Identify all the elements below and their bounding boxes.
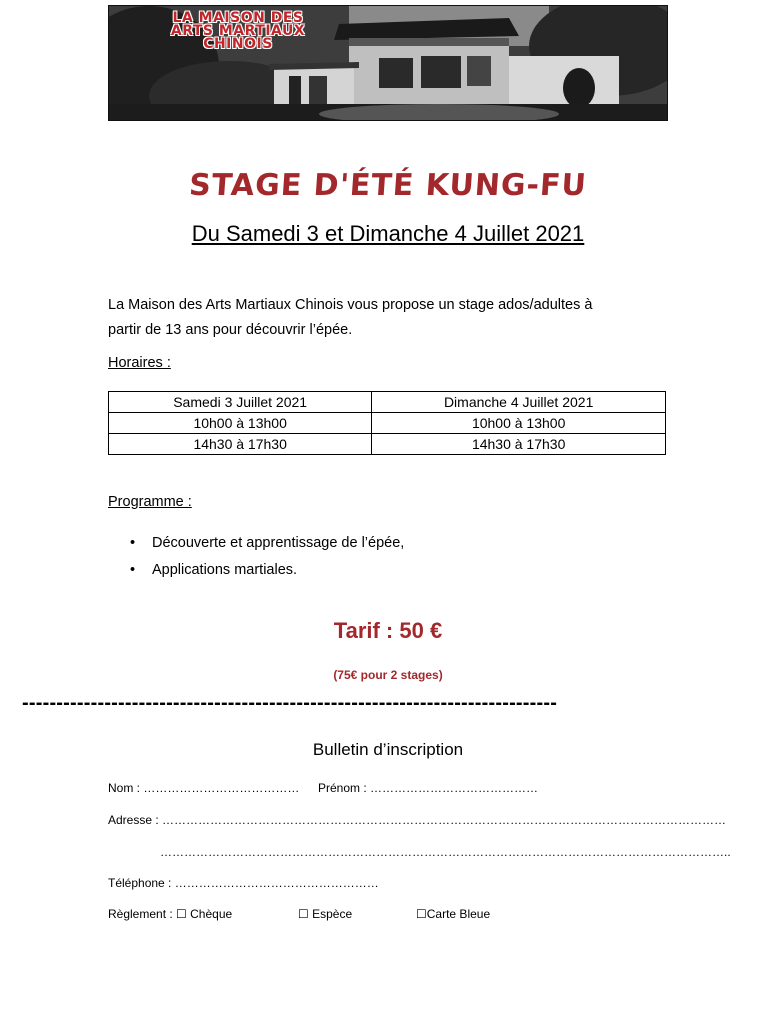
espece-checkbox[interactable]: ☐ Espèce bbox=[298, 907, 353, 921]
adresse-field[interactable]: Adresse : …………………………………………………………………………………………………………………………… bbox=[108, 813, 727, 827]
table-row bbox=[109, 413, 666, 434]
table-header-row bbox=[109, 392, 666, 413]
list-item: • Découverte et apprentissage de l’épée, bbox=[130, 530, 404, 557]
table-cell: 14h30 à 17h30 bbox=[372, 434, 666, 455]
price: Tarif : 50 € bbox=[333, 618, 443, 643]
telephone-field[interactable]: Téléphone : …………………………………………… bbox=[108, 876, 379, 890]
table-header-cell: Dimanche 4 Juillet 2021 bbox=[372, 392, 666, 413]
cut-line-divider: ------------------------------------------------------------------------------ bbox=[22, 692, 558, 714]
table-cell: 10h00 à 13h00 bbox=[109, 413, 372, 434]
table-cell: 10h00 à 13h00 bbox=[372, 413, 666, 434]
reglement-cheque-checkbox[interactable]: Règlement : ☐ Chèque bbox=[108, 907, 233, 921]
price-note: (75€ pour 2 stages) bbox=[333, 668, 443, 682]
prenom-field[interactable]: Prénom : …………………………………… bbox=[318, 781, 539, 795]
header-banner bbox=[108, 5, 668, 121]
event-dates: Du Samedi 3 et Dimanche 4 Juillet 2021 bbox=[191, 221, 585, 246]
nom-field[interactable]: Nom : ………………………………… bbox=[108, 781, 300, 795]
bulletin-title: Bulletin d’inscription bbox=[312, 740, 464, 759]
programme-list bbox=[130, 530, 404, 584]
table-row bbox=[109, 434, 666, 455]
intro-paragraph: La Maison des Arts Martiaux Chinois vous propose un stage ados/adultes à partir de 13 ans pour découvrir l’épée. bbox=[108, 297, 593, 338]
adresse-line2-field[interactable]: …………………………………………………………………………………………………………………………….. bbox=[160, 845, 731, 859]
table-cell: 14h30 à 17h30 bbox=[109, 434, 372, 455]
horaires-label: Horaires : bbox=[108, 355, 171, 371]
carte-bleue-checkbox[interactable]: ☐Carte Bleue bbox=[416, 907, 491, 921]
table-header-cell: Samedi 3 Juillet 2021 bbox=[109, 392, 372, 413]
schedule-table bbox=[108, 391, 666, 455]
list-item: • Applications martiales. bbox=[130, 557, 404, 584]
programme-label: Programme : bbox=[108, 494, 192, 510]
page-title: STAGE D'ÉTÉ KUNG-FU bbox=[187, 168, 589, 203]
banner-title: LA MAISON DES ARTS MARTIAUX CHINOIS bbox=[170, 10, 306, 52]
